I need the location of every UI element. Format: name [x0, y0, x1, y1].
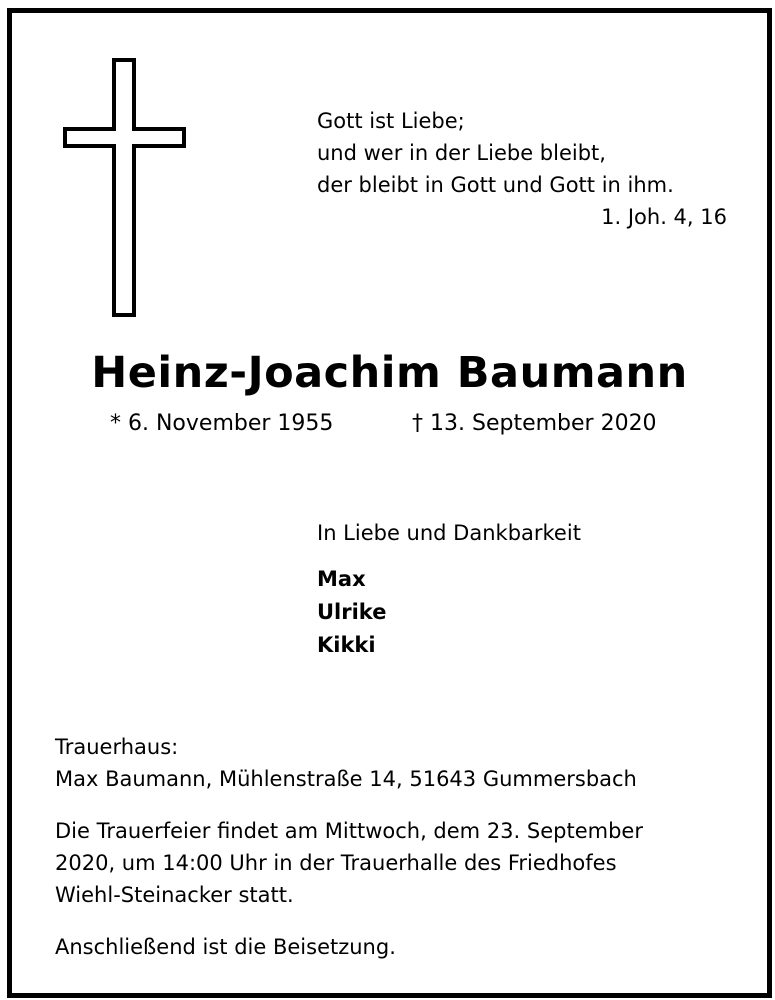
- cross-icon: [62, 57, 188, 319]
- ceremony-info: [55, 815, 725, 911]
- verse-line: und wer in der Liebe bleibt,: [317, 141, 606, 165]
- mourning-house-address: Max Baumann, Mühlenstraße 14, 51643 Gummersbach: [55, 767, 637, 791]
- mourner-name: Ulrike: [317, 600, 387, 624]
- mourners-list: [317, 563, 386, 662]
- birth-date: * 6. November 1955: [110, 411, 334, 436]
- ceremony-line: Wiehl-Steinacker statt.: [55, 883, 294, 907]
- mourner-name: Kikki: [317, 633, 376, 657]
- verse-line: Gott ist Liebe;: [317, 109, 465, 133]
- obituary-frame: [7, 8, 772, 998]
- verse-reference: 1. Joh. 4, 16: [601, 205, 727, 229]
- mourning-house: [55, 731, 725, 795]
- bible-verse: [317, 105, 727, 233]
- verse-line: der bleibt in Gott und Gott in ihm.: [317, 173, 674, 197]
- deceased-name: Heinz-Joachim Baumann: [91, 348, 688, 398]
- mourner-name: Max: [317, 567, 366, 591]
- thanks-intro: In Liebe und Dankbarkeit: [317, 521, 581, 545]
- burial-info: Anschließend ist die Beisetzung.: [55, 935, 396, 959]
- ceremony-line: Die Trauerfeier findet am Mittwoch, dem 23. September: [55, 819, 643, 843]
- mourning-house-label: Trauerhaus:: [55, 735, 179, 759]
- death-date: † 13. September 2020: [412, 411, 657, 436]
- ceremony-line: 2020, um 14:00 Uhr in der Trauerhalle des Friedhofes: [55, 851, 617, 875]
